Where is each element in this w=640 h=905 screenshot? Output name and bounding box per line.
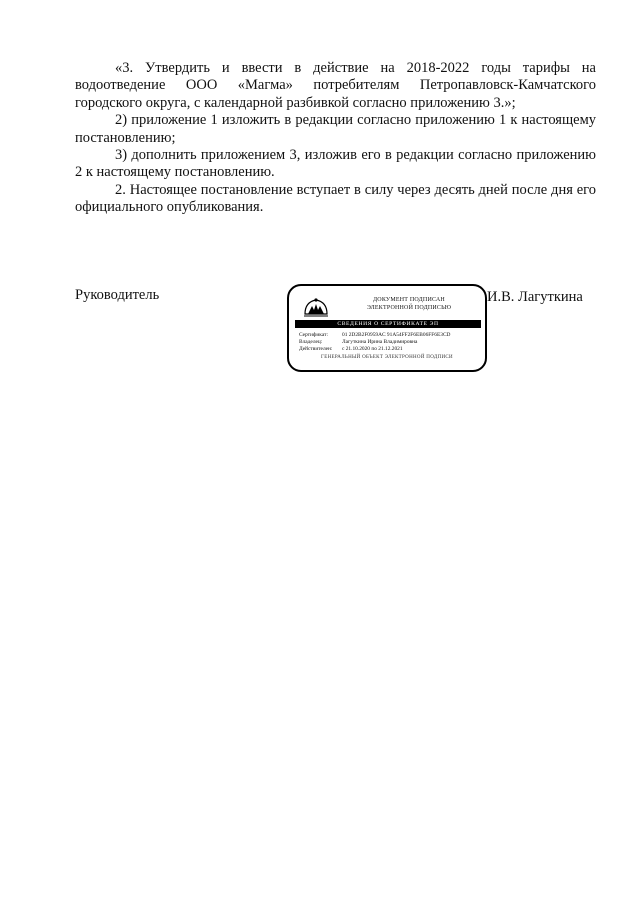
stamp-footer: ГЕНЕРАЛЬНЫЙ ОБЪЕКТ ЭЛЕКТРОННОЙ ПОДПИСИ xyxy=(321,355,453,360)
e-signature-stamp xyxy=(287,284,487,372)
stamp-certificate-bar: СВЕДЕНИЯ О СЕРТИФИКАТЕ ЭП xyxy=(295,320,481,328)
stamp-owner-row xyxy=(299,339,417,345)
signer-name: И.В. Лагуткина xyxy=(487,289,583,305)
paragraph-appendix-1: 2) приложение 1 изложить в редакции согласно приложению 1 к настоящему постановлению; xyxy=(75,112,596,146)
coat-of-arms-icon xyxy=(301,296,331,318)
signer-title: Руководитель xyxy=(75,287,160,303)
valid-value: с 21.10.2020 по 21.12.2021 xyxy=(342,346,403,352)
paragraph-effective-date: 2. Настоящее постановление вступает в силу через десять дней после дня его официального опубликования. xyxy=(75,181,596,216)
owner-value: Лагуткина Ирина Владимировна xyxy=(342,339,418,345)
stamp-heading xyxy=(339,297,479,312)
stamp-valid-row xyxy=(299,346,403,352)
owner-label: Владелец: xyxy=(299,339,323,345)
paragraph-appendix-3: 3) дополнить приложением 3, изложив его в редакции согласно приложению 2 к настоящему постановлению. xyxy=(75,147,596,181)
certificate-value: 01 2D2B2F0959AC 91A54FF2F6EB06FF6E3CD xyxy=(342,332,451,338)
paragraph-tariff: «3. Утвердить и ввести в действие на 2018-2022 годы тарифы на водоотведение ООО «Магма» потребителям Петропавловск-Камчатского городского округа, с календарной разбивкой согласно приложению 3.»; xyxy=(75,60,596,111)
stamp-heading-line1: ДОКУМЕНТ ПОДПИСАН xyxy=(373,297,445,303)
stamp-heading-line2: ЭЛЕКТРОННОЙ ПОДПИСЬЮ xyxy=(366,304,452,311)
valid-label: Действителен: xyxy=(299,346,333,352)
certificate-label: Сертификат: xyxy=(299,332,328,338)
stamp-certificate-row xyxy=(299,332,450,338)
document-body xyxy=(75,60,596,217)
